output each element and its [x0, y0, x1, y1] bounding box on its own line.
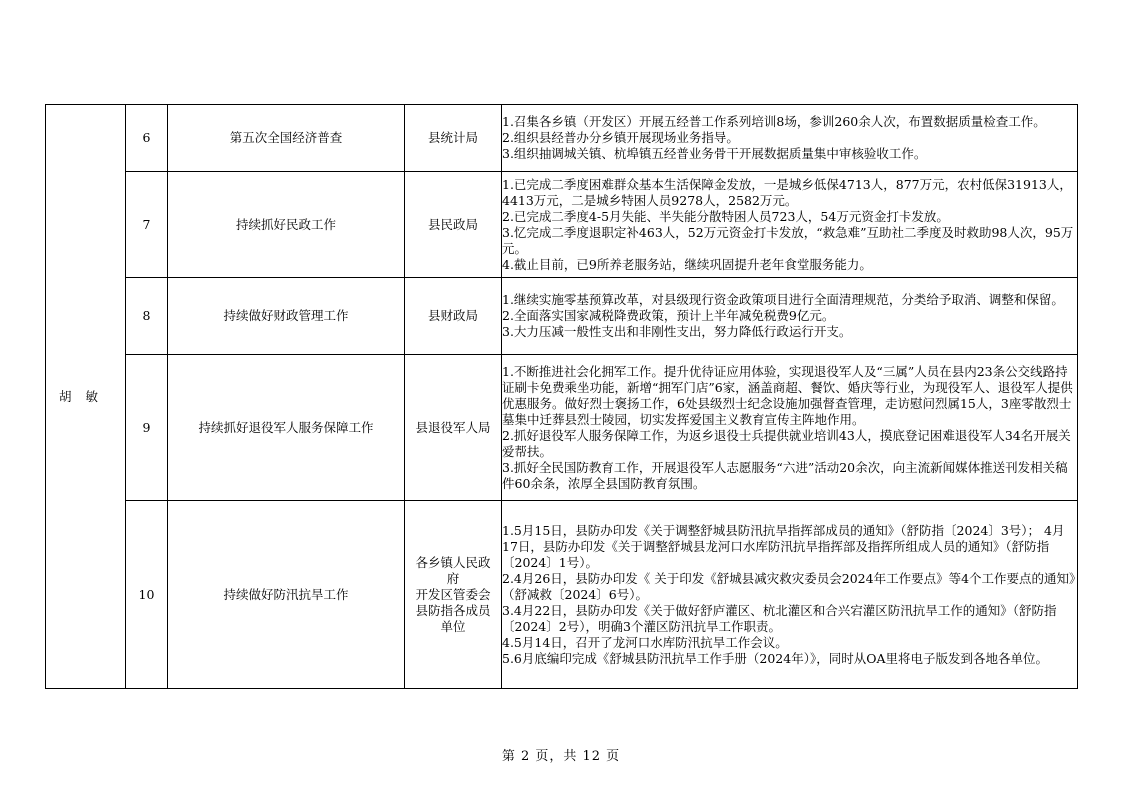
detail-item: 3.忆完成二季度退职定补463人，52万元资金打卡发放，“救急难”互助社二季度及时救助98人次，95万元。 [502, 224, 1074, 256]
detail-item: 1.继续实施零基预算改革，对县级现行资金政策项目进行全面清理规范，分类给予取消、调整和保留。 [502, 292, 1064, 307]
detail-item: 5.6月底编印完成《舒城县防汛抗旱工作手册（2024年）》，同时从OA里将电子版发到各地各单位。 [502, 650, 1048, 666]
row-number: 10 [126, 501, 168, 689]
responsible-department: 县民政局 [405, 172, 502, 278]
table-row [46, 355, 1078, 501]
detail-item: 2.组织县经普办分乡镇开展现场业务指导。 [502, 130, 739, 145]
work-details [502, 501, 1078, 689]
detail-item: 2.4月26日，县防办印发《 关于印发《舒城县减灾救灾委员会2024年工作要点》等4个工作要点的通知》（舒减救〔2024〕6号）。 [502, 570, 1076, 602]
work-table [45, 104, 1078, 689]
responsible-department: 县退役军人局 [405, 355, 502, 501]
detail-item: 2.全面落实国家减税降费政策，预计上半年减免税费9亿元。 [502, 308, 835, 323]
work-details [502, 172, 1078, 278]
table-row [46, 172, 1078, 278]
work-details [502, 105, 1078, 172]
detail-item: 1.已完成二季度困难群众基本生活保障金发放，一是城乡低保4713人，877万元，农村低保31913人，4413万元，二是城乡特困人员9278人，2582万元。 [502, 176, 1072, 208]
detail-item: 4.5月14日，召开了龙河口水库防汛抗旱工作会议。 [502, 634, 788, 650]
task-name: 持续做好防汛抗旱工作 [168, 501, 405, 689]
detail-item: 4.截止目前，已9所养老服务站，继续巩固提升老年食堂服务能力。 [502, 256, 872, 272]
row-number: 6 [126, 105, 168, 172]
row-number: 9 [126, 355, 168, 501]
responsible-department: 各乡镇人民政 府 开发区管委会 县防指各成员 单位 [405, 501, 502, 689]
detail-item: 1.5月15日，县防办印发《关于调整舒城县防汛抗旱指挥部成员的通知》（舒防指〔2024〕3号）； 4月17日，县防办印发《关于调整舒城县龙河口水库防汛抗旱指挥部及指挥所组成人员的通知》（舒防指〔2024〕1号）。 [502, 522, 1065, 570]
task-name: 持续做好财政管理工作 [168, 278, 405, 355]
table-row [46, 278, 1078, 355]
detail-item: 3.抓好全民国防教育工作，开展退役军人志愿服务“六进”活动20余次，向主流新闻媒体推送刊发相关稿件60余条，浓厚全县国防教育氛围。 [502, 459, 1068, 491]
page-footer: 第 2 页，共 12 页 [501, 749, 621, 764]
task-name: 持续抓好民政工作 [168, 172, 405, 278]
table-row [46, 501, 1078, 689]
detail-item: 2.抓好退役军人服务保障工作，为返乡退役士兵提供就业培训43人，摸底登记困难退役军人34名开展关爱帮扶。 [502, 427, 1071, 459]
responsible-person: 胡敏 [46, 105, 126, 689]
detail-item: 3.大力压减一般性支出和非刚性支出，努力降低行政运行开支。 [502, 324, 852, 339]
detail-item: 2.已完成二季度4-5月失能、半失能分散特困人员723人，54万元资金打卡发放。 [502, 208, 949, 224]
responsible-department: 县财政局 [405, 278, 502, 355]
detail-item: 1.召集各乡镇（开发区）开展五经普工作系列培训8场，参训260余人次，布置数据质量检查工作。 [502, 114, 1046, 129]
row-number: 7 [126, 172, 168, 278]
table-row [46, 105, 1078, 172]
task-name: 第五次全国经济普查 [168, 105, 405, 172]
detail-item: 3.4月22日，县防办印发《关于做好舒庐灌区、杭北灌区和合兴宕灌区防汛抗旱工作的通知》（舒防指〔2024〕2号），明确3个灌区防汛抗旱工作职责。 [502, 602, 1057, 634]
task-name: 持续抓好退役军人服务保障工作 [168, 355, 405, 501]
work-details [502, 278, 1078, 355]
detail-item: 1.不断推进社会化拥军工作。提升优待证应用体验，实现退役军人及“三属”人员在县内23条公交线路持证刷卡免费乘坐功能，新增“拥军门店”6家，涵盖商超、餐饮、婚庆等行业，为现役军人、退役军人提供优惠服务。做好烈士褒扬工作，6处县级烈士纪念设施加强督查管理，走访慰问烈属15人，3座零散烈士墓集中迁葬县烈士陵园，切实发挥爱国主义教育宣传主阵地作用。 [502, 363, 1073, 427]
detail-item: 3.组织抽调城关镇、杭埠镇五经普业务骨干开展数据质量集中审核验收工作。 [502, 146, 927, 161]
work-details [502, 355, 1078, 501]
responsible-department: 县统计局 [405, 105, 502, 172]
row-number: 8 [126, 278, 168, 355]
